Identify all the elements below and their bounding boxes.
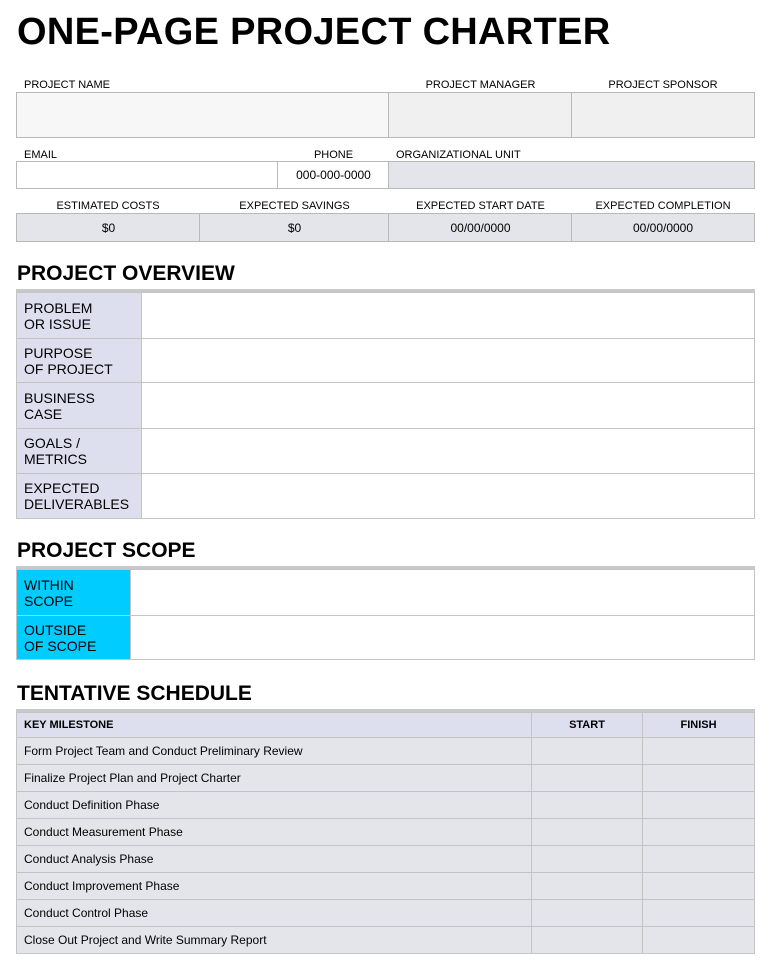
start-date-field[interactable]: 00/00/0000: [388, 213, 573, 242]
finish-cell[interactable]: [643, 765, 755, 792]
overview-label: PURPOSE OF PROJECT: [17, 339, 142, 383]
start-cell[interactable]: [532, 765, 643, 792]
completion-label: EXPECTED COMPLETION: [595, 200, 731, 212]
phone-label: PHONE: [313, 149, 354, 161]
expected-savings-field[interactable]: $0: [199, 213, 390, 242]
scope-row: [17, 570, 755, 616]
project-name-label: PROJECT NAME: [24, 79, 110, 91]
project-sponsor-label: PROJECT SPONSOR: [608, 79, 718, 91]
scope-row: [17, 616, 755, 660]
org-unit-field[interactable]: [388, 161, 755, 189]
expected-savings-label: EXPECTED SAVINGS: [239, 200, 350, 212]
page-title: ONE-PAGE PROJECT CHARTER: [17, 11, 611, 53]
finish-cell[interactable]: [643, 738, 755, 765]
table-row: [17, 792, 755, 819]
scope-title: PROJECT SCOPE: [17, 539, 196, 562]
table-row: [17, 819, 755, 846]
milestone-cell[interactable]: Finalize Project Plan and Project Charter: [17, 765, 532, 792]
start-cell[interactable]: [532, 792, 643, 819]
estimated-costs-label: ESTIMATED COSTS: [56, 200, 160, 212]
table-row: [17, 927, 755, 954]
start-cell[interactable]: [532, 846, 643, 873]
phone-field[interactable]: 000-000-0000: [277, 161, 390, 189]
schedule-title: TENTATIVE SCHEDULE: [17, 682, 252, 705]
start-cell[interactable]: [532, 738, 643, 765]
scope-label: OUTSIDE OF SCOPE: [17, 616, 131, 660]
scope-input[interactable]: [131, 570, 755, 616]
table-row: [17, 900, 755, 927]
overview-title: PROJECT OVERVIEW: [17, 262, 235, 285]
overview-label: BUSINESS CASE: [17, 383, 142, 429]
milestone-cell[interactable]: Form Project Team and Conduct Preliminary Review: [17, 738, 532, 765]
overview-input[interactable]: [142, 429, 755, 474]
milestone-cell[interactable]: Close Out Project and Write Summary Report: [17, 927, 532, 954]
scope-table: [16, 569, 755, 660]
scope-label: WITHIN SCOPE: [17, 570, 131, 616]
project-sponsor-field[interactable]: [571, 92, 755, 138]
overview-row: [17, 339, 755, 383]
milestone-cell[interactable]: Conduct Improvement Phase: [17, 873, 532, 900]
overview-label: GOALS / METRICS: [17, 429, 142, 474]
schedule-header-row: [17, 713, 755, 738]
finish-cell[interactable]: [643, 927, 755, 954]
start-cell[interactable]: [532, 873, 643, 900]
overview-row: [17, 474, 755, 519]
finish-cell[interactable]: [643, 846, 755, 873]
finish-column-header: FINISH: [643, 713, 755, 738]
table-row: [17, 846, 755, 873]
milestone-cell[interactable]: Conduct Measurement Phase: [17, 819, 532, 846]
finish-cell[interactable]: [643, 900, 755, 927]
overview-label: EXPECTED DELIVERABLES: [17, 474, 142, 519]
start-cell[interactable]: [532, 819, 643, 846]
overview-label: PROBLEM OR ISSUE: [17, 293, 142, 339]
overview-row: [17, 293, 755, 339]
overview-input[interactable]: [142, 383, 755, 429]
table-row: [17, 765, 755, 792]
milestone-column-header: KEY MILESTONE: [17, 713, 532, 738]
finish-cell[interactable]: [643, 819, 755, 846]
milestone-cell[interactable]: Conduct Control Phase: [17, 900, 532, 927]
org-unit-label: ORGANIZATIONAL UNIT: [396, 149, 521, 161]
email-field[interactable]: [16, 161, 279, 189]
email-label: EMAIL: [24, 149, 58, 161]
overview-table: [16, 292, 755, 519]
completion-field[interactable]: 00/00/0000: [571, 213, 755, 242]
table-row: [17, 873, 755, 900]
start-cell[interactable]: [532, 927, 643, 954]
schedule-table: [16, 712, 755, 954]
estimated-costs-field[interactable]: $0: [16, 213, 201, 242]
finish-cell[interactable]: [643, 792, 755, 819]
overview-input[interactable]: [142, 339, 755, 383]
project-name-field[interactable]: [16, 92, 390, 138]
start-column-header: START: [532, 713, 643, 738]
project-manager-field[interactable]: [388, 92, 573, 138]
start-cell[interactable]: [532, 900, 643, 927]
overview-row: [17, 383, 755, 429]
milestone-cell[interactable]: Conduct Definition Phase: [17, 792, 532, 819]
overview-row: [17, 429, 755, 474]
start-date-label: EXPECTED START DATE: [416, 200, 545, 212]
overview-input[interactable]: [142, 293, 755, 339]
overview-input[interactable]: [142, 474, 755, 519]
project-manager-label: PROJECT MANAGER: [425, 79, 536, 91]
milestone-cell[interactable]: Conduct Analysis Phase: [17, 846, 532, 873]
table-row: [17, 738, 755, 765]
finish-cell[interactable]: [643, 873, 755, 900]
scope-input[interactable]: [131, 616, 755, 660]
